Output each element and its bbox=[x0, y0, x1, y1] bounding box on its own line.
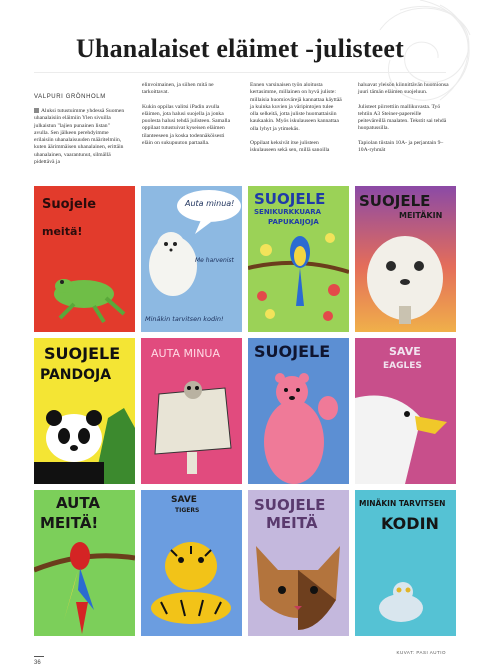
author-byline: VALPURI GRÖNHOLM bbox=[34, 94, 106, 100]
article-paragraph: Kukin oppilas valitsi iPadin avulla eläimen, jota halusi suojella ja jonka puolesta halusi tehdä julisteen. Samalla oppilaat tutustuivat kyseisen eläimen tilanteeseen ja koska todennäköisesti eläin on sukupuuton partaalla. bbox=[142, 103, 231, 147]
poster-text: SENIKURKKUARA bbox=[254, 208, 322, 216]
page-title: Uhanalaiset eläimet -julisteet bbox=[75, 34, 405, 63]
owl-illustration bbox=[355, 490, 456, 636]
poster-parrot bbox=[248, 186, 349, 332]
poster-text: MEITÄKIN bbox=[399, 211, 443, 220]
poster-bear bbox=[248, 338, 349, 484]
eagle-illustration bbox=[355, 338, 456, 484]
poster-frog bbox=[34, 186, 135, 332]
poster-text: SUOJELE bbox=[359, 192, 431, 210]
article-paragraph: Ennen varsinaisen työn aloitusta kertasimme, millainen on hyvä juliste: millaisia huomiovärejä kannattaa käyttää ja kuinka kuvien ja väripintojen tulee olla selkeitä, jotta juliste huomattaisiin kaukaakin. Myös iskulauseen kannattaa olla lyhyt ja ytimekäs. bbox=[250, 82, 342, 132]
article-column-3 bbox=[250, 82, 342, 162]
page-number-rule bbox=[34, 656, 44, 657]
poster-text: SUOJELE bbox=[254, 190, 326, 208]
poster-text: Suojele bbox=[42, 197, 97, 212]
poster-text: Auta minua! bbox=[185, 199, 235, 208]
article-paragraph: Aluksi tutustuimme yhdessä Suomen uhanalaisiin eläimiin Ylen sivuilla julkaistun "lajien punainen listan" avulla. Sen jälkeen perehdyimme erilaisiin uhanalaisuuden määritelmiin, kuten äärimmäisen uhanalainen, erittäin uhanalainen, vaarantunut, silmällä pidettävä ja bbox=[34, 108, 125, 166]
poster-text: MEITÄ! bbox=[40, 514, 99, 532]
poster-text: MEITÄ bbox=[266, 514, 318, 532]
poster-seal-pup bbox=[141, 186, 242, 332]
paragraph-marker bbox=[34, 108, 39, 113]
poster-text: EAGLES bbox=[383, 361, 422, 371]
poster-eagle bbox=[355, 338, 456, 484]
poster-tiger bbox=[141, 490, 242, 636]
poster-flying-squirrel bbox=[141, 338, 242, 484]
poster-text: PANDOJA bbox=[40, 367, 112, 383]
article-column-4 bbox=[358, 82, 450, 161]
article-column-1 bbox=[34, 108, 126, 173]
poster-text: KODIN bbox=[381, 514, 439, 533]
article-paragraph: haluavat yleisön kiinnittävän huomionsa juuri tämän eläimen suojeluun. bbox=[358, 82, 449, 96]
poster-text: TIGERS bbox=[175, 507, 200, 514]
poster-text: SUOJELE bbox=[254, 342, 331, 361]
poster-text: Minäkin tarvitsen kodin! bbox=[145, 315, 224, 323]
poster-text: PAPUKAIJOJA bbox=[268, 218, 319, 226]
poster-text: SAVE bbox=[171, 495, 197, 505]
poster-text: SAVE bbox=[389, 345, 421, 358]
photo-credit: KUVAT: PASI AUTIO bbox=[396, 650, 446, 655]
article-paragraph: Julisteet piirrettiin mallikuvasta. Työ tehtiin A3 Steiner-papereille peiteväreillä maalaten. Tekstit sai tehdä huopatussilla. bbox=[358, 103, 447, 132]
article-paragraph: elinvoimainen, ja siihen mitä ne tarkoittavat. bbox=[142, 82, 214, 96]
poster-text: Me harvenist bbox=[195, 257, 234, 264]
article-paragraph: Tapiolan tiistain 10A- ja perjantain 9–10A-ryhmät bbox=[358, 139, 444, 154]
poster-text: SUOJELE bbox=[254, 496, 326, 514]
poster-text: AUTA MINUA bbox=[151, 347, 221, 360]
poster-text: meitä! bbox=[42, 225, 83, 238]
poster-text: AUTA bbox=[56, 494, 101, 512]
article-column-2 bbox=[142, 82, 234, 154]
poster-owl bbox=[355, 490, 456, 636]
poster-macaw bbox=[34, 490, 135, 636]
page-number: 36 bbox=[34, 660, 41, 666]
article-paragraph: Oppilaat keksivät itse julisteen iskulauseen sekä sen, millä sanoilla bbox=[250, 140, 330, 154]
title-divider bbox=[34, 72, 446, 73]
poster-seal bbox=[355, 186, 456, 332]
poster-text: SUOJELE bbox=[44, 344, 121, 363]
poster-cat bbox=[248, 490, 349, 636]
poster-text: MINÄKIN TARVITSEN bbox=[359, 499, 446, 508]
poster-panda bbox=[34, 338, 135, 484]
